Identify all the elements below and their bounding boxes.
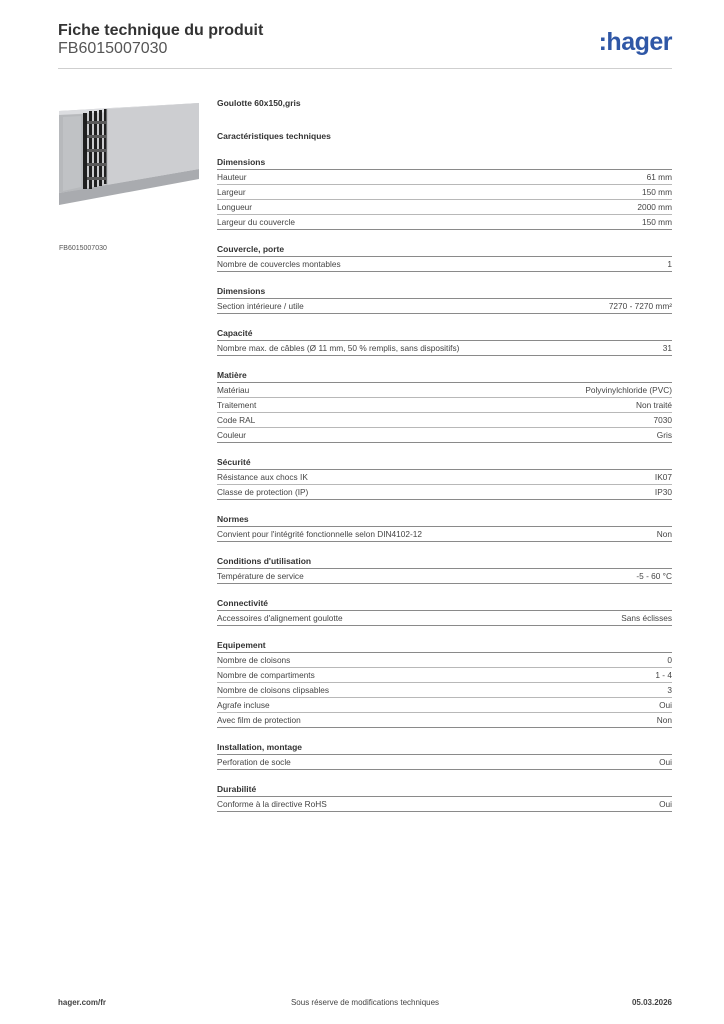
group-title: Dimensions — [217, 285, 672, 299]
group-title: Connectivité — [217, 597, 672, 611]
product-image — [59, 97, 199, 237]
characteristic-row — [217, 428, 672, 443]
group-title: Equipement — [217, 639, 672, 653]
characteristic-label: Longueur — [217, 202, 253, 212]
characteristics-group — [217, 369, 672, 443]
characteristic-label: Couleur — [217, 430, 247, 440]
characteristic-value: Sans éclisses — [621, 613, 672, 623]
characteristic-row — [217, 569, 672, 584]
group-title: Installation, montage — [217, 741, 672, 755]
characteristic-row — [217, 698, 672, 713]
characteristic-label: Convient pour l'intégrité fonctionnelle selon DIN4102-12 — [217, 529, 422, 539]
characteristic-label: Nombre de cloisons clipsables — [217, 685, 330, 695]
characteristic-row — [217, 755, 672, 770]
characteristic-value: 3 — [667, 685, 672, 695]
characteristics-group — [217, 285, 672, 314]
characteristics-group — [217, 513, 672, 542]
group-title: Capacité — [217, 327, 672, 341]
characteristic-row — [217, 611, 672, 626]
characteristic-value: IK07 — [654, 472, 672, 482]
characteristic-label: Section intérieure / utile — [217, 301, 304, 311]
characteristic-label: Nombre max. de câbles (Ø 11 mm, 50 % remplis, sans dispositifs) — [217, 343, 460, 353]
characteristic-value: Polyvinylchloride (PVC) — [585, 385, 672, 395]
footer-disclaimer: Sous réserve de modifications techniques — [290, 998, 440, 1007]
product-name: Goulotte 60x150,gris — [217, 98, 301, 108]
characteristic-label: Code RAL — [217, 415, 256, 425]
characteristic-row — [217, 485, 672, 500]
characteristics-group — [217, 156, 672, 230]
characteristic-row — [217, 797, 672, 812]
characteristic-label: Nombre de compartiments — [217, 670, 315, 680]
characteristic-label: Hauteur — [217, 172, 247, 182]
characteristic-value: 150 mm — [642, 217, 672, 227]
characteristic-label: Conforme à la directive RoHS — [217, 799, 327, 809]
characteristics-group — [217, 783, 672, 812]
characteristic-value: Gris — [656, 430, 672, 440]
characteristic-value: 2000 mm — [637, 202, 672, 212]
group-title: Dimensions — [217, 156, 672, 170]
characteristic-label: Traitement — [217, 400, 257, 410]
characteristic-value: 1 - 4 — [655, 670, 672, 680]
characteristic-label: Résistance aux chocs IK — [217, 472, 308, 482]
characteristic-row — [217, 653, 672, 668]
characteristic-value: 31 — [662, 343, 672, 353]
product-reference: FB6015007030 — [58, 40, 168, 57]
characteristic-label: Classe de protection (IP) — [217, 487, 309, 497]
characteristic-label: Largeur du couvercle — [217, 217, 295, 227]
characteristic-row — [217, 257, 672, 272]
characteristic-row — [217, 299, 672, 314]
characteristic-row — [217, 713, 672, 728]
characteristic-value: 61 mm — [646, 172, 672, 182]
characteristics-group — [217, 639, 672, 728]
characteristic-label: Agrafe incluse — [217, 700, 270, 710]
characteristics-group — [217, 555, 672, 584]
characteristic-label: Accessoires d'alignement goulotte — [217, 613, 343, 623]
characteristic-row — [217, 668, 672, 683]
characteristic-value: 150 mm — [642, 187, 672, 197]
characteristics-group — [217, 741, 672, 770]
characteristic-value: Oui — [659, 757, 672, 767]
characteristic-row — [217, 170, 672, 185]
page-header — [58, 22, 672, 68]
group-title: Couvercle, porte — [217, 243, 672, 257]
characteristic-value: Non traité — [636, 400, 672, 410]
characteristic-row — [217, 215, 672, 230]
characteristic-row — [217, 683, 672, 698]
characteristic-label: Perforation de socle — [217, 757, 291, 767]
characteristic-value: 7270 - 7270 mm² — [608, 301, 672, 311]
characteristic-value: Non — [656, 715, 672, 725]
cable-trunking-illustration — [59, 97, 199, 237]
characteristic-label: Largeur — [217, 187, 246, 197]
characteristic-value: 7030 — [653, 415, 672, 425]
characteristic-row — [217, 470, 672, 485]
technical-characteristics-title: Caractéristiques techniques — [217, 131, 331, 141]
technical-sheet — [217, 97, 672, 812]
characteristics-group — [217, 243, 672, 272]
characteristic-row — [217, 383, 672, 398]
characteristic-value: 0 — [667, 655, 672, 665]
header-divider — [58, 68, 672, 69]
characteristic-row — [217, 341, 672, 356]
group-title: Matière — [217, 369, 672, 383]
page-footer — [58, 998, 672, 1010]
characteristic-row — [217, 200, 672, 215]
characteristics-group — [217, 597, 672, 626]
characteristics-groups — [217, 156, 672, 812]
footer-website[interactable]: hager.com/fr — [58, 998, 107, 1007]
characteristic-value: -5 - 60 °C — [636, 571, 672, 581]
characteristic-value: IP30 — [654, 487, 672, 497]
hager-logo: :hager — [598, 28, 672, 56]
characteristic-label: Matériau — [217, 385, 250, 395]
group-title: Sécurité — [217, 456, 672, 470]
footer-date: 05.03.2026 — [631, 998, 672, 1007]
characteristic-value: Oui — [659, 700, 672, 710]
characteristics-group — [217, 456, 672, 500]
characteristic-value: 1 — [667, 259, 672, 269]
characteristics-group — [217, 327, 672, 356]
characteristic-label: Nombre de couvercles montables — [217, 259, 341, 269]
group-title: Durabilité — [217, 783, 672, 797]
group-title: Conditions d'utilisation — [217, 555, 672, 569]
characteristic-value: Oui — [659, 799, 672, 809]
characteristic-label: Avec film de protection — [217, 715, 301, 725]
characteristic-label: Température de service — [217, 571, 304, 581]
characteristic-row — [217, 413, 672, 428]
image-caption: FB6015007030 — [59, 245, 107, 252]
characteristic-row — [217, 527, 672, 542]
document-title: Fiche technique du produit — [58, 22, 264, 39]
characteristic-value: Non — [656, 529, 672, 539]
characteristic-label: Nombre de cloisons — [217, 655, 291, 665]
group-title: Normes — [217, 513, 672, 527]
characteristic-row — [217, 398, 672, 413]
characteristic-row — [217, 185, 672, 200]
